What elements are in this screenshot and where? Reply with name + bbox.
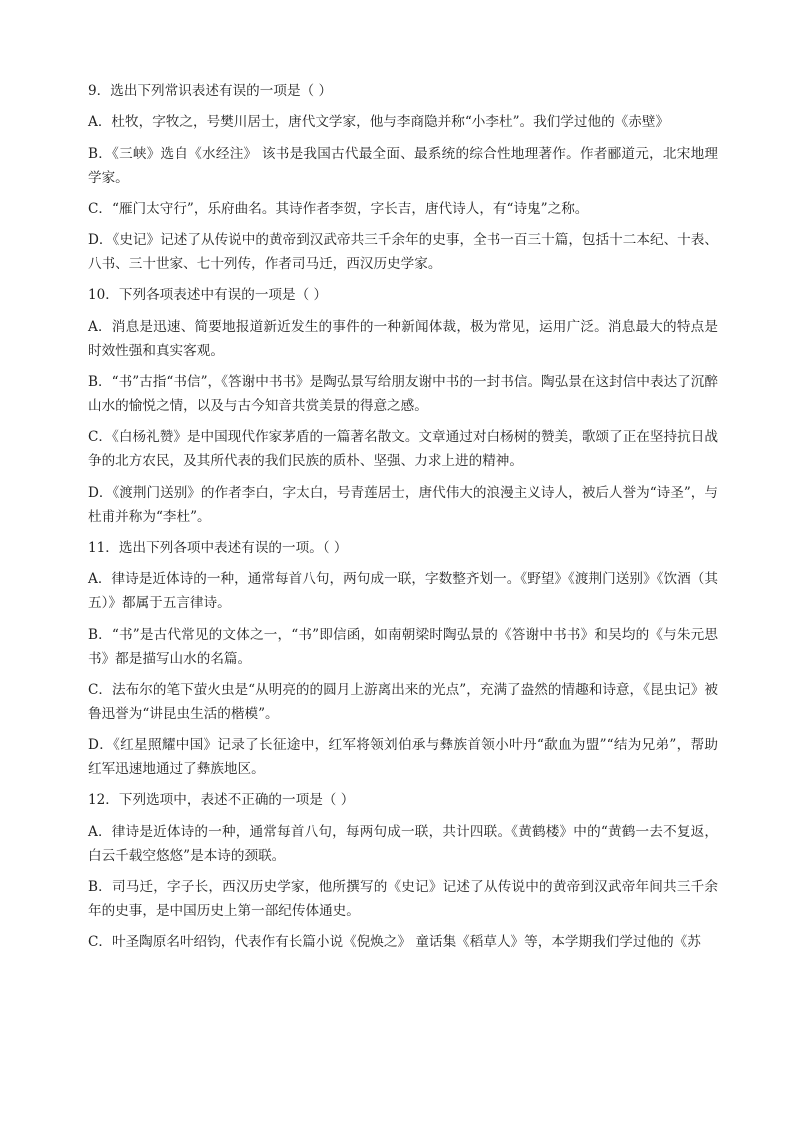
question-9-option-d: D．《史记》记述了从传说中的黄帝到汉武帝共三千余年的史事，全书一百三十篇，包括十二本纪、十表、八书、三十世家、七十列传，作者司马迁，西汉历史学家。 — [88, 232, 718, 273]
question-11-option-d: D．《红星照耀中国》记录了长征途中，红军将领刘伯承与彝族首领小叶丹“歃血为盟”“结为兄弟”，帮助红军迅速地通过了彝族地区。 — [88, 737, 718, 778]
question-11-option-c: C．法布尔的笔下萤火虫是“从明亮的的圆月上游离出来的光点”，充满了盎然的情趣和诗意，《昆虫记》被鲁迅誉为“讲昆虫生活的楷模”。 — [88, 681, 718, 722]
question-12-option-a: A．律诗是近体诗的一种，通常每首八句，每两句成一联，共计四联。《黄鹤楼》中的“黄鹤一去不复返，白云千载空悠悠”是本诗的颈联。 — [88, 823, 718, 864]
question-9-option-b: B．《三峡》选自《水经注》 该书是我国古代最全面、最系统的综合性地理著作。作者郦道元，北宋地理学家。 — [88, 145, 718, 186]
question-10-option-d: D．《渡荆门送别》的作者李白，字太白，号青莲居士，唐代伟大的浪漫主义诗人，被后人誉为“诗圣”，与杜甫并称为“李杜”。 — [88, 484, 718, 525]
question-12-option-c: C．叶圣陶原名叶绍钧，代表作有长篇小说《倪焕之》 童话集《稻草人》等，本学期我们学过他的《苏 — [88, 934, 701, 951]
question-9-option-c: C．“雁门太守行”，乐府曲名。其诗作者李贺，字长吉，唐代诗人，有“诗鬼”之称。 — [88, 200, 589, 217]
question-11-stem: 11．选出下列各项中表述有误的一项。（ ） — [88, 539, 348, 556]
question-11-option-a: A．律诗是近体诗的一种，通常每首八句，两句成一联，字数整齐划一。《野望》《渡荆门送别》《饮酒（其五）》都属于五言律诗。 — [88, 571, 718, 612]
question-list — [88, 79, 718, 962]
question-9-stem: 9．选出下列常识表述有误的一项是（ ） — [88, 83, 333, 99]
question-10-stem: 10．下列各项表述中有误的一项是（ ） — [88, 287, 328, 304]
question-11-option-b: B．“书”是古代常见的文体之一，“书”即信函，如南朝梁时陶弘景的《答谢中书书》和吴均的《与朱元思书》都是描写山水的名篇。 — [88, 626, 718, 667]
question-12-option-b: B．司马迁，字子长，西汉历史学家，他所撰写的《史记》记述了从传说中的黄帝到汉武帝年间共三千余年的史事，是中国历史上第一部纪传体通史。 — [88, 879, 718, 920]
question-10-option-c: C．《白杨礼赞》是中国现代作家茅盾的一篇著名散文。文章通过对白杨树的赞美，歌颂了正在坚持抗日战争的北方农民，及其所代表的我们民族的质朴、坚强、力求上进的精神。 — [88, 429, 718, 470]
question-9-option-a: A．杜牧，字牧之，号樊川居士，唐代文学家，他与李商隐并称“小李杜”。我们学过他的《赤壁》 — [88, 114, 670, 131]
question-10-option-a: A．消息是迅速、简要地报道新近发生的事件的一种新闻体裁，极为常见，运用广泛。消息最大的特点是时效性强和真实客观。 — [88, 318, 718, 359]
question-10-option-b: B．“书”古指“书信”，《答谢中书书》是陶弘景写给朋友谢中书的一封书信。陶弘景在这封信中表达了沉醉山水的愉悦之情，以及与古今知音共赏美景的得意之感。 — [88, 374, 718, 415]
question-12-stem: 12．下列选项中，表述不正确的一项是（ ） — [88, 792, 355, 809]
